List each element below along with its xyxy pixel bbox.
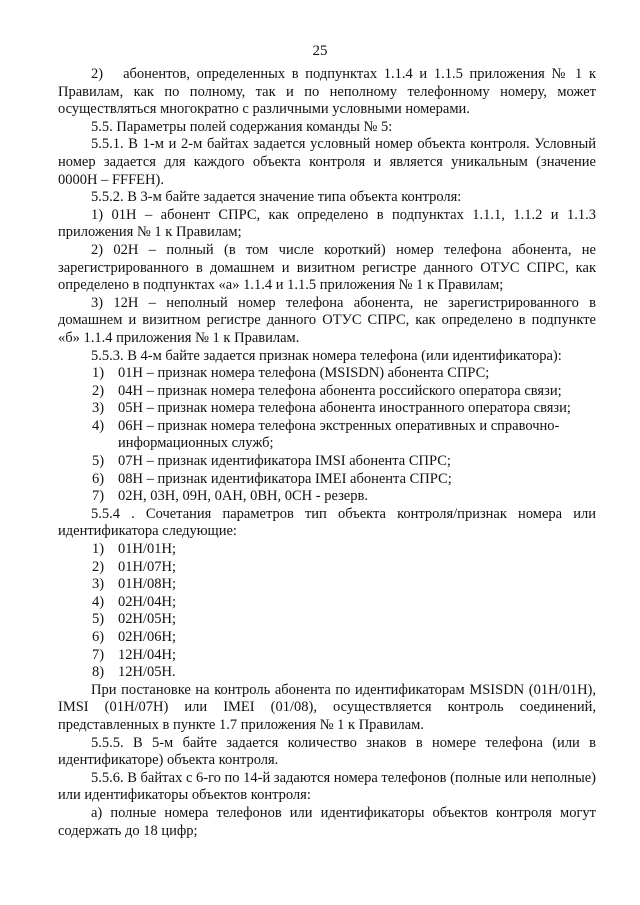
list-item bbox=[58, 453, 596, 471]
list-item bbox=[58, 664, 596, 682]
list-item-number: 1) bbox=[92, 365, 105, 382]
list-item-number: 2) bbox=[92, 558, 105, 575]
list-item bbox=[58, 365, 596, 383]
list-item-number: 3) bbox=[92, 400, 105, 417]
paragraph-5-5-4: 5.5.4 . Сочетания параметров тип объекта контроля/признак номера или идентификатора следующие: bbox=[58, 505, 596, 540]
list-item-number: 6) bbox=[92, 629, 105, 645]
list-combinations bbox=[58, 541, 596, 682]
paragraph-type-02h: 2) 02H – полный (в том числе короткий) номер телефона абонента, не зарегистрированного в домашнем и визитном регистре данного ОТУС СПРС, как определено в подпунктах «а» 1.1.4 и 1.1.5 приложения № 1 к Правилам; bbox=[58, 241, 596, 294]
list-item-text: 08H – признак идентификатора IMEI абонента СПРС; bbox=[118, 470, 452, 487]
list-item-number: 7) bbox=[92, 488, 105, 505]
paragraph-type-01h: 1) 01H – абонент СПРС, как определено в подпунктах 1.1.1, 1.1.2 и 1.1.3 приложения № 1 к Правилам; bbox=[58, 206, 596, 241]
list-item-number: 2) bbox=[92, 382, 105, 399]
list-item-text: 01H – признак номера телефона (MSISDN) абонента СПРС; bbox=[118, 365, 490, 382]
list-item bbox=[58, 541, 596, 559]
list-item-text: 12H/04H; bbox=[118, 646, 176, 663]
list-item bbox=[58, 559, 596, 577]
paragraph-5-5: 5.5. Параметры полей содержания команды № 5: bbox=[91, 118, 393, 135]
list-item-text: 01H/07H; bbox=[118, 558, 176, 575]
list-item-text: 02H/06H; bbox=[118, 629, 176, 645]
list-item bbox=[58, 400, 596, 418]
list-item-number: 6) bbox=[92, 470, 105, 487]
list-item-number: 7) bbox=[92, 646, 105, 663]
list-item bbox=[58, 629, 596, 647]
list-item bbox=[58, 576, 596, 594]
list-item-number: 3) bbox=[92, 576, 105, 593]
list-item-number: 4) bbox=[92, 593, 105, 610]
list-item-text: 12H/05H. bbox=[118, 664, 176, 681]
list-item bbox=[58, 594, 596, 612]
paragraph-5-5-1: 5.5.1. В 1-м и 2-м байтах задается условный номер объекта контроля. Условный номер задается для каждого объекта контроля и является уникальным (значение 0000H – FFFEH). bbox=[58, 136, 596, 188]
list-item bbox=[58, 488, 596, 506]
paragraph-5-5-6: 5.5.6. В байтах с 6-го по 14-й задаются номера телефонов (полные или неполные) или идентификаторы объектов контроля: bbox=[58, 769, 597, 804]
list-item-text: 04H – признак номера телефона абонента российского оператора связи; bbox=[118, 382, 562, 399]
list-item-number: 5) bbox=[92, 453, 105, 470]
paragraph-type-12h: 3) 12H – неполный номер телефона абонента, не зарегистрированного в домашнем и визитном регистре данного ОТУС СПРС, как определено в подпункте «б» 1.1.4 приложения № 1 к Правилам. bbox=[58, 294, 596, 346]
document-body bbox=[58, 66, 596, 840]
list-item-number: 4) bbox=[92, 417, 105, 434]
list-item bbox=[58, 611, 596, 629]
list-item-text: 07H – признак идентификатора IMSI абонента СПРС; bbox=[118, 453, 451, 470]
list-item-text: 01H/08H; bbox=[118, 576, 176, 593]
list-item-text: 01H/01H; bbox=[118, 541, 176, 558]
list-item-number: 5) bbox=[92, 611, 105, 628]
list-number-attributes bbox=[58, 365, 596, 506]
list-item-text: 02H, 03H, 09H, 0AH, 0BH, 0CH - резерв. bbox=[118, 488, 368, 505]
paragraph-5-5-2: 5.5.2. В 3-м байте задается значение типа объекта контроля: bbox=[91, 189, 462, 206]
paragraph-5-5-3: 5.5.3. В 4-м байте задается признак номера телефона (или идентификатора): bbox=[91, 347, 562, 364]
list-item-text: 02H/04H; bbox=[118, 593, 176, 610]
list-item bbox=[58, 647, 596, 665]
list-item-number: 1) bbox=[92, 541, 105, 558]
list-item-text: 05H – признак номера телефона абонента иностранного оператора связи; bbox=[118, 400, 571, 417]
paragraph-monitoring-note: При постановке на контроль абонента по идентификаторам MSISDN (01H/01H), IMSI (01H/07H) или IMEI (01/08), осуществляется контроль соединений, представленных в пункте 1.7 приложения № 1 к Правилам. bbox=[58, 681, 596, 733]
list-item bbox=[58, 383, 596, 401]
paragraph-full-numbers: а) полные номера телефонов или идентификаторы объектов контроля могут содержать до 18 цифр; bbox=[58, 804, 596, 839]
list-item bbox=[58, 418, 596, 453]
list-item-number: 8) bbox=[92, 664, 105, 681]
paragraph-1: 2) абонентов, определенных в подпунктах 1.1.4 и 1.1.5 приложения № 1 к Правилам, как по полному, так и по неполному телефонному номеру, может осуществляться многократно с различными условными номерами. bbox=[58, 66, 596, 118]
list-item-text: 06H – признак номера телефона экстренных оперативных и справочно-информационных служб; bbox=[118, 417, 560, 452]
list-item-text: 02H/05H; bbox=[118, 611, 176, 628]
paragraph-5-5-5: 5.5.5. В 5-м байте задается количество знаков в номере телефона (или в идентификаторе) объекта контроля. bbox=[58, 734, 596, 769]
page-number: 25 bbox=[312, 43, 328, 59]
list-item bbox=[58, 471, 596, 489]
